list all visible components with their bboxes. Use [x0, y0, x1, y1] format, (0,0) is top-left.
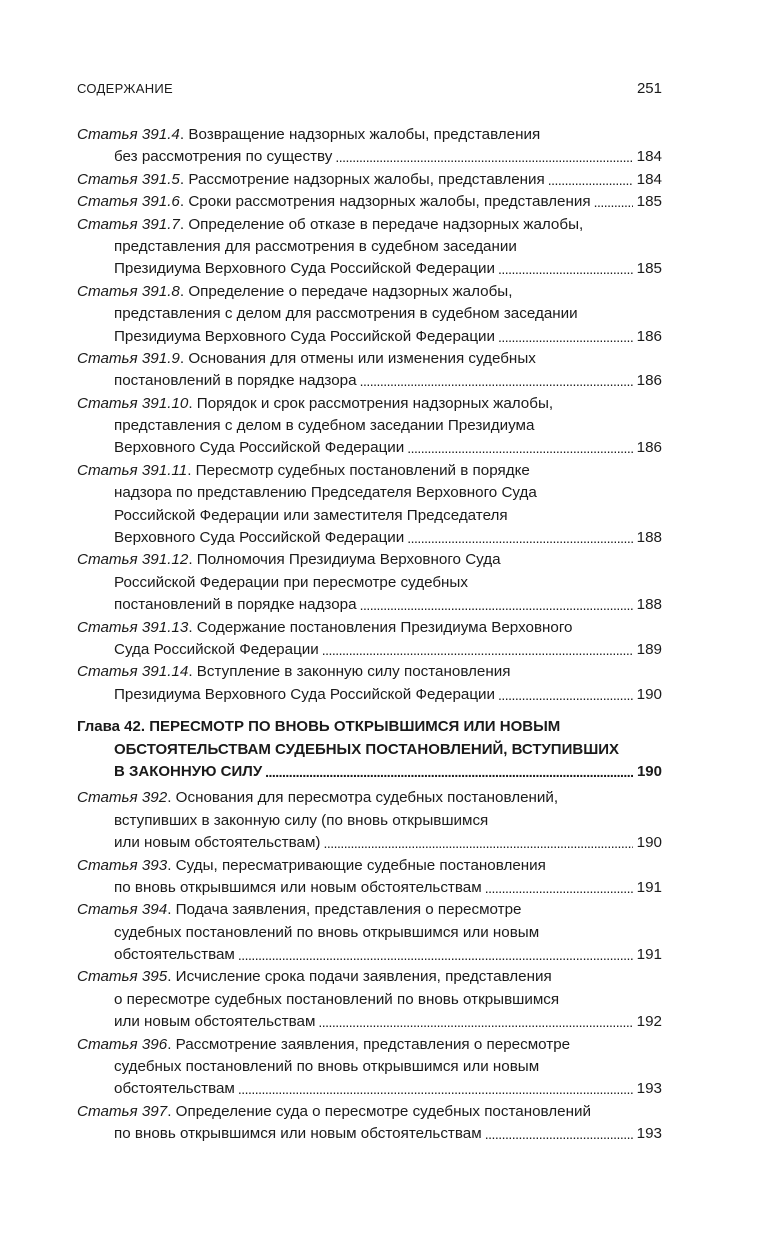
article-entry	[77, 214, 662, 281]
article-label: Статья 391.6	[77, 193, 180, 211]
entry-title: Исчисление срока подачи заявления, представления	[175, 968, 552, 986]
entry-line	[77, 855, 662, 877]
label-separator: .	[179, 126, 189, 143]
page-header	[77, 80, 662, 97]
entry-title: надзора по представлению Председателя Верховного Суда	[114, 484, 537, 502]
label-separator: .	[167, 1035, 176, 1053]
dot-leader	[407, 437, 632, 459]
entry-page-number: 185	[636, 193, 662, 211]
entry-title: Подача заявления, представления о пересмотре	[175, 901, 522, 919]
article-label: Статья 391.7	[77, 215, 180, 233]
article-entry	[77, 393, 662, 460]
article-entry	[77, 617, 662, 662]
entry-line	[77, 617, 662, 639]
article-label: Статья 391.4	[77, 126, 180, 143]
article-entry	[77, 460, 662, 550]
entry-title: обстоятельствам	[114, 946, 235, 964]
article-label: Статья 395	[77, 968, 168, 986]
label-separator: .	[187, 461, 196, 479]
entry-title: Суда Российской Федерации	[114, 640, 319, 658]
table-of-contents	[77, 124, 662, 1146]
article-entry	[77, 281, 662, 348]
entry-line	[77, 810, 662, 832]
entry-title: по вновь открывшимся или новым обстоятельствам	[114, 1125, 482, 1143]
entry-title: Верховного Суда Российской Федерации	[114, 439, 405, 457]
label-separator: .	[179, 193, 189, 211]
entry-title: Содержание постановления Президиума Верховного	[196, 618, 573, 636]
entry-page-number: 186	[636, 372, 662, 390]
entry-line	[77, 326, 662, 348]
entry-line	[77, 966, 662, 988]
entry-title: постановлений в порядке надзора	[114, 596, 357, 614]
article-label: Статья 397	[77, 1102, 168, 1120]
entry-page-number: 193	[636, 1080, 662, 1098]
entry-line	[77, 505, 662, 527]
label-separator: .	[179, 282, 189, 300]
entry-line	[77, 1034, 662, 1056]
article-entry	[77, 1101, 662, 1146]
article-label: Статья 393	[77, 856, 168, 874]
entry-line	[77, 684, 662, 706]
entry-title: представления для рассмотрения в судебном заседании	[114, 237, 517, 255]
article-entry	[77, 899, 662, 966]
entry-line	[77, 661, 662, 683]
entry-title: Российской Федерации при пересмотре судебных	[114, 573, 468, 591]
entry-title: Порядок и срок рассмотрения надзорных жалобы,	[196, 394, 554, 412]
entry-line	[77, 482, 662, 504]
entry-page-number: 191	[636, 878, 662, 896]
entry-title: без рассмотрения по существу	[114, 148, 333, 166]
entry-page-number: 191	[636, 946, 662, 964]
dot-leader	[265, 761, 633, 783]
entry-title: Возвращение надзорных жалобы, представления	[188, 126, 541, 143]
entry-line	[77, 716, 662, 738]
dot-leader	[498, 258, 633, 280]
page-number: 251	[636, 80, 662, 97]
entry-line	[77, 348, 662, 370]
article-label: Статья 391.11	[77, 461, 188, 479]
entry-page-number: 184	[636, 148, 662, 166]
article-label: Статья 391.9	[77, 349, 180, 367]
label-separator: .	[140, 718, 150, 736]
running-title: СОДЕРЖАНИЕ	[77, 81, 174, 96]
entry-title: постановлений в порядке надзора	[114, 372, 357, 390]
entry-line	[77, 549, 662, 571]
label-separator: .	[188, 551, 197, 569]
entry-title: обстоятельствам	[114, 1080, 235, 1098]
article-entry	[77, 191, 662, 213]
dot-leader	[485, 1123, 633, 1145]
label-separator: .	[167, 856, 176, 874]
dot-leader	[360, 594, 633, 616]
entry-line	[77, 739, 662, 761]
article-entry	[77, 787, 662, 854]
entry-title: по вновь открывшимся или новым обстоятельствам	[114, 878, 482, 896]
entry-line	[77, 832, 662, 854]
article-label: Статья 391.12	[77, 551, 189, 569]
label-separator: .	[179, 349, 189, 367]
article-label: Статья 391.10	[77, 394, 189, 412]
entry-line	[77, 1101, 662, 1123]
article-entry	[77, 966, 662, 1033]
entry-line	[77, 944, 662, 966]
article-label: Статья 391.14	[77, 663, 189, 681]
entry-line	[77, 370, 662, 392]
entry-title: или новым обстоятельствам	[114, 1013, 316, 1031]
entry-title: Определение суда о пересмотре судебных постановлений	[175, 1102, 591, 1120]
entry-page-number: 188	[636, 596, 662, 614]
entry-line	[77, 415, 662, 437]
dot-leader	[360, 370, 633, 392]
entry-line	[77, 460, 662, 482]
article-entry	[77, 348, 662, 393]
entry-title: Основания для отмены или изменения судебных	[188, 349, 536, 367]
entry-line	[77, 1078, 662, 1100]
entry-title: Российской Федерации или заместителя Председателя	[114, 506, 508, 524]
dot-leader	[548, 169, 633, 191]
entry-title: Президиума Верховного Суда Российской Федерации	[114, 260, 496, 278]
entry-title: или новым обстоятельствам)	[114, 834, 321, 852]
dot-leader	[335, 146, 632, 168]
entry-title: Определение о передаче надзорных жалобы,	[188, 282, 513, 300]
entry-line	[77, 922, 662, 944]
label-separator: .	[167, 789, 176, 807]
article-label: Статья 391.8	[77, 282, 180, 300]
toc-chapter	[77, 716, 662, 783]
entry-line	[77, 527, 662, 549]
entry-page-number: 188	[636, 529, 662, 547]
entry-line	[77, 572, 662, 594]
article-entry	[77, 1034, 662, 1101]
entry-line	[77, 594, 662, 616]
article-label: Статья 394	[77, 901, 168, 919]
entry-page-number: 186	[636, 327, 662, 345]
entry-title: Рассмотрение надзорных жалобы, представления	[188, 170, 545, 188]
article-label: Статья 392	[77, 789, 168, 807]
entry-title: Основания для пересмотра судебных постановлений,	[175, 789, 559, 807]
entry-title: ПЕРЕСМОТР ПО ВНОВЬ ОТКРЫВШИМСЯ ИЛИ НОВЫМ	[149, 718, 561, 736]
article-entry	[77, 549, 662, 616]
entry-line	[77, 1123, 662, 1145]
entry-line	[77, 236, 662, 258]
dot-leader	[318, 1011, 632, 1033]
entry-title: В ЗАКОННУЮ СИЛУ	[114, 762, 263, 780]
label-separator: .	[188, 618, 197, 636]
article-label: Статья 396	[77, 1035, 168, 1053]
article-entry	[77, 124, 662, 169]
entry-title: представления с делом в судебном заседании Президиума	[114, 417, 535, 435]
entry-line	[77, 989, 662, 1011]
entry-line	[77, 191, 662, 213]
article-label: Статья 391.5	[77, 170, 180, 188]
entry-line	[77, 877, 662, 899]
label-separator: .	[167, 1102, 176, 1120]
entry-page-number: 185	[636, 260, 662, 278]
label-separator: .	[167, 901, 176, 919]
article-label: Статья 391.13	[77, 618, 189, 636]
entry-line	[77, 258, 662, 280]
entry-title: судебных постановлений по вновь открывшимся или новым	[114, 1058, 540, 1076]
entry-title: Рассмотрение заявления, представления о пересмотре	[175, 1035, 571, 1053]
entry-title: Пересмотр судебных постановлений в порядке	[195, 461, 530, 479]
entry-line	[77, 761, 662, 783]
entry-line	[77, 787, 662, 809]
entry-page-number: 193	[636, 1125, 662, 1143]
entry-title: о пересмотре судебных постановлений по вновь открывшимся	[114, 990, 560, 1008]
article-entry	[77, 855, 662, 900]
label-separator: .	[188, 394, 197, 412]
dot-leader	[322, 639, 633, 661]
label-separator: .	[188, 663, 197, 681]
entry-title: Полномочия Президиума Верховного Суда	[196, 551, 501, 569]
entry-title: представления с делом для рассмотрения в судебном заседании	[114, 305, 578, 323]
entry-line	[77, 639, 662, 661]
entry-title: Вступление в законную силу постановления	[196, 663, 511, 681]
entry-title: вступивших в законную силу (по вновь открывшимся	[114, 811, 489, 829]
article-entry	[77, 661, 662, 706]
entry-title: Президиума Верховного Суда Российской Федерации	[114, 327, 496, 345]
entry-page-number: 186	[636, 439, 662, 457]
dot-leader	[498, 326, 633, 348]
entry-title: Определение об отказе в передаче надзорных жалобы,	[188, 215, 584, 233]
entry-title: Суды, пересматривающие судебные постановления	[175, 856, 546, 874]
dot-leader	[498, 684, 633, 706]
entry-line	[77, 303, 662, 325]
dot-leader	[407, 527, 632, 549]
entry-line	[77, 1056, 662, 1078]
dot-leader	[238, 1078, 633, 1100]
dot-leader	[485, 877, 633, 899]
entry-page-number: 192	[636, 1013, 662, 1031]
toc-section-after	[77, 787, 662, 1145]
label-separator: .	[167, 968, 176, 986]
entry-page-number: 184	[636, 170, 662, 188]
entry-line	[77, 214, 662, 236]
entry-line	[77, 1011, 662, 1033]
article-entry	[77, 169, 662, 191]
entry-page-number: 189	[636, 640, 662, 658]
entry-title: ОБСТОЯТЕЛЬСТВАМ СУДЕБНЫХ ПОСТАНОВЛЕНИЙ, ВСТУПИВШИХ	[114, 740, 620, 758]
chapter-label: Глава 42	[77, 718, 141, 736]
entry-line	[77, 281, 662, 303]
entry-page-number: 190	[636, 762, 662, 780]
entry-page-number: 190	[636, 834, 662, 852]
label-separator: .	[179, 215, 189, 233]
dot-leader	[323, 832, 632, 854]
entry-title: судебных постановлений по вновь открывшимся или новым	[114, 923, 540, 941]
entry-line	[77, 169, 662, 191]
entry-title: Сроки рассмотрения надзорных жалобы, представления	[188, 193, 591, 211]
entry-title: Президиума Верховного Суда Российской Федерации	[114, 685, 496, 703]
entry-line	[77, 899, 662, 921]
entry-page-number: 190	[636, 685, 662, 703]
entry-line	[77, 124, 662, 146]
label-separator: .	[179, 170, 189, 188]
chapter-entry	[77, 716, 662, 783]
entry-title: Верховного Суда Российской Федерации	[114, 529, 405, 547]
entry-line	[77, 146, 662, 168]
toc-section-before	[77, 124, 662, 706]
dot-leader	[594, 191, 633, 213]
entry-line	[77, 437, 662, 459]
entry-line	[77, 393, 662, 415]
dot-leader	[238, 944, 633, 966]
